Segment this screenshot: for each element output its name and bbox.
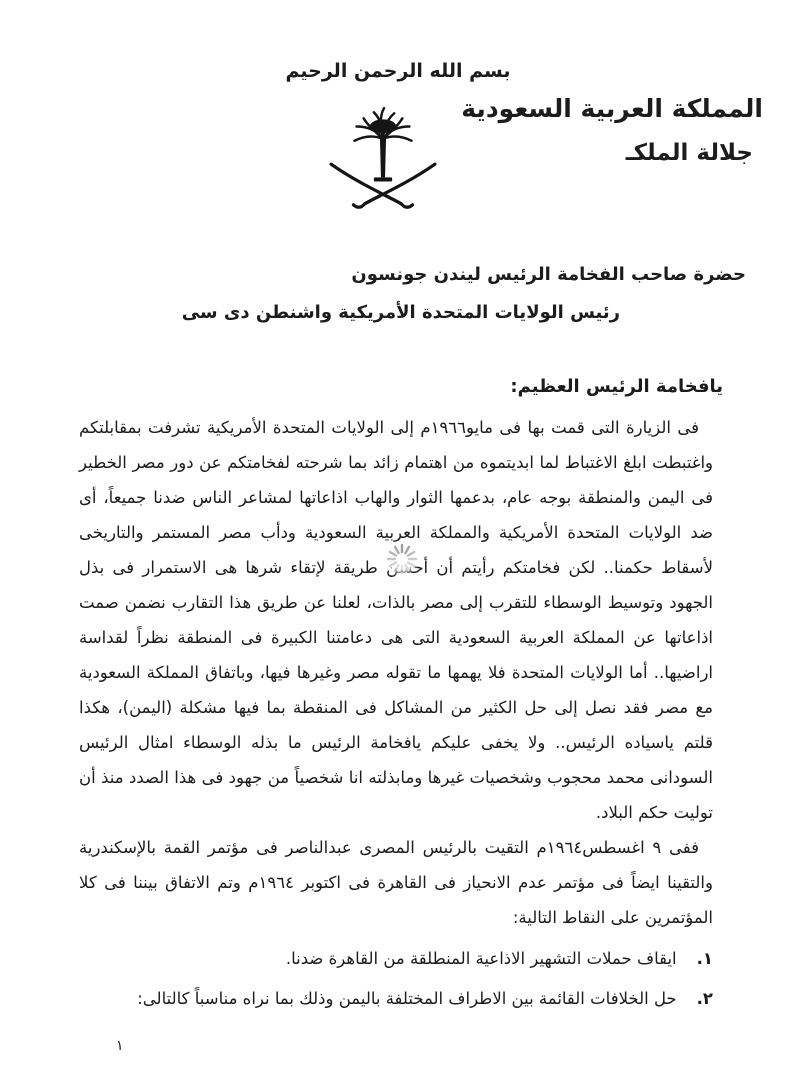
recipient-name-line: حضرة صاحب الفخامة الرئيس ليندن جونسون (351, 264, 746, 285)
letterhead-kingdom-title: المملكة العربية السعودية (461, 94, 763, 123)
letter-body (79, 410, 713, 1016)
saudi-emblem-icon (326, 98, 440, 212)
list-item-number: ٢. (696, 989, 713, 1008)
list-item-text: حل الخلافات القائمة بين الاطراف المختلفة باليمن وذلك بما نراه مناسباً كالتالى: (137, 989, 677, 1008)
list-item (79, 981, 713, 1016)
list-item (79, 941, 713, 976)
salutation-line: يافخامة الرئيس العظيم: (510, 376, 723, 397)
loading-spinner-icon (384, 541, 420, 577)
letterhead-majesty-title: جلالة الملكـ (625, 140, 753, 166)
body-paragraph-1: فى الزيارة التى قمت بها فى مايو١٩٦٦م إلى الولايات المتحدة الأمريكية تشرفت بمقابلتكم واغتبطت ابلغ الاغتباط لما ابديتموه من اهتمام زائد بما شرحته لفخامتكم عن دور مصر الخطير فى اليمن والمنطقة بوجه عام، بدعمها الثوار والهاب اذاعاتها لمشاعر الناس ضدنا جميعاً، أى ضد الولايات المتحدة الأمريكية والمملكة العربية السعودية ودأب مصر المستمر والتاريخى لأسقاط حكمنا.. لكن فخامتكم رأيتم أن أحسن طريقة لإتقاء شرها هى الاستمرار فى بذل الجهود وتوسيط الوسطاء للتقرب إلى مصر بالذات، لعلنا عن طريق هذا التقارب نضمن صمت اذاعاتها عن المملكة العربية السعودية التى هى دعامتنا الكبيرة فى المنطقة نظراً لقداسة اراضيها.. أما الولايات المتحدة فلا يهمها ما تقوله مصر وغيرها فيها، وباتفاق المملكة السعودية مع مصر فقد نصل إلى حل الكثير من المشاكل فى المنقطة بما فيها مشكلة (اليمن)، هكذا قلتم ياسياده الرئيس.. ولا يخفى عليكم يافخامة الرئيس ما بذله الوسطاء امثال الرئيس السودانى محمد محجوب وشخصيات غيرها ومابذلته انا شخصياً من جهود فى هذا الصدد منذ أن توليت حكم البلاد. (79, 418, 713, 822)
bismillah-text: بسم الله الرحمن الرحيم (285, 60, 511, 82)
list-item-text: ايقاف حملات التشهير الاذاعية المنطلقة من القاهرة ضدنا. (285, 949, 677, 968)
body-paragraph-2: ففى ٩ اغسطس١٩٦٤م التقيت بالرئيس المصرى عبدالناصر فى مؤتمر القمة بالإسكندرية والتقينا ايضاً فى مؤتمر عدم الانحياز فى القاهرة فى اكتوبر ١٩٦٤م وتم الاتفاق بيننا فى كلا المؤتمرين على النقاط التالية: (79, 838, 713, 927)
page-number: ١ (116, 1038, 124, 1054)
recipient-title-line: رئيس الولايات المتحدة الأمريكية واشنطن دى سى (181, 302, 620, 323)
list-item-number: ١. (696, 949, 713, 968)
numbered-list (79, 941, 713, 1016)
